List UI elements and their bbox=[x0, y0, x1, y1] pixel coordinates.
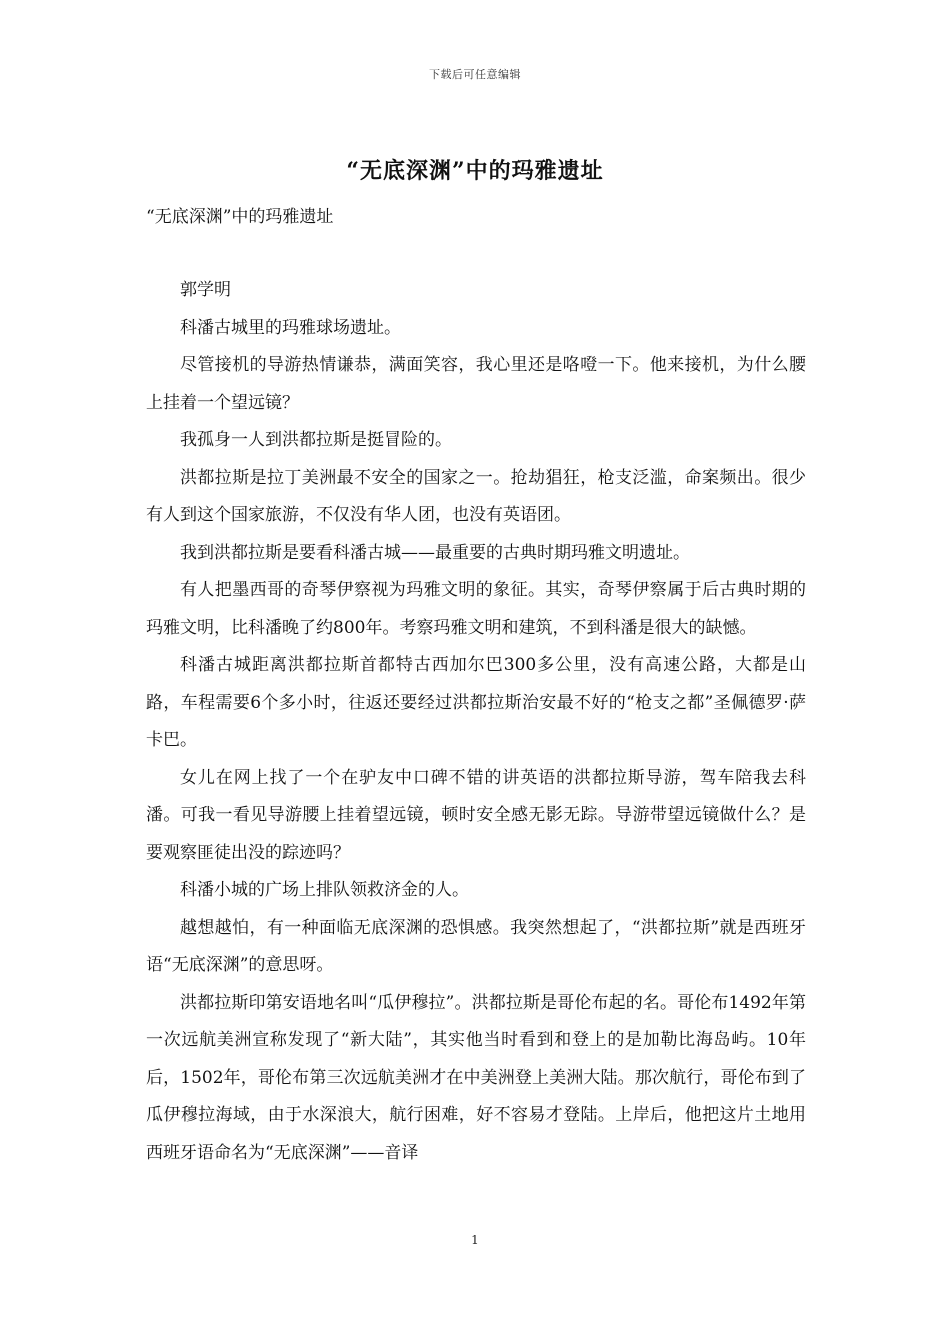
paragraph: 我到洪都拉斯是要看科潘古城——最重要的古典时期玛雅文明遗址。 bbox=[180, 542, 690, 563]
paragraph: 越想越怕，有一种面临无底深渊的恐惧感。我突然想起了，“洪都拉斯”就是西班牙语“无底深渊”的意思呀。 bbox=[146, 917, 806, 975]
paragraph: 科潘古城距离洪都拉斯首都特古西加尔巴300多公里，没有高速公路，大都是山路，车程需要6个多小时，往返还要经过洪都拉斯治安最不好的“枪支之都”圣佩德罗·萨卡巴。 bbox=[146, 655, 806, 750]
paragraph: 尽管接机的导游热情谦恭，满面笑容，我心里还是咯噔一下。他来接机，为什么腰上挂着一个望远镜？ bbox=[146, 355, 806, 413]
author-line: 郭学明 bbox=[180, 280, 231, 300]
paragraph: 有人把墨西哥的奇琴伊察视为玛雅文明的象征。其实，奇琴伊察属于后古典时期的玛雅文明，比科潘晚了约800年。考察玛雅文明和建筑，不到科潘是很大的缺憾。 bbox=[146, 580, 806, 638]
paragraph: 洪都拉斯印第安语地名叫“瓜伊穆拉”。洪都拉斯是哥伦布起的名。哥伦布1492年第一次远航美洲宣称发现了“新大陆”，其实他当时看到和登上的是加勒比海岛屿。10年后，1502年，哥伦布第三次远航美洲才在中美洲登上美洲大陆。那次航行，哥伦布到了瓜伊穆拉海域，由于水深浪大，航行困难，好不容易才登陆。上岸后，他把这片土地用西班牙语命名为“无底深渊”——音译 bbox=[146, 992, 806, 1163]
paragraph: 女儿在网上找了一个在驴友中口碑不错的讲英语的洪都拉斯导游，驾车陪我去科潘。可我一看见导游腰上挂着望远镜，顿时安全感无影无踪。导游带望远镜做什么？是要观察匪徒出没的踪迹吗？ bbox=[146, 767, 806, 863]
document-title: “无底深渊”中的玛雅遗址 bbox=[346, 158, 604, 184]
body-text bbox=[146, 272, 806, 1172]
page-header: 下载后可任意编辑 bbox=[429, 68, 521, 81]
paragraph: 我孤身一人到洪都拉斯是挺冒险的。 bbox=[180, 430, 452, 450]
page-number: 1 bbox=[471, 1233, 479, 1247]
paragraph: 科潘小城的广场上排队领救济金的人。 bbox=[180, 880, 469, 900]
document-subtitle: “无底深渊”中的玛雅遗址 bbox=[146, 207, 334, 227]
paragraph: 科潘古城里的玛雅球场遗址。 bbox=[180, 317, 401, 338]
paragraph: 洪都拉斯是拉丁美洲最不安全的国家之一。抢劫猖狂，枪支泛滥，命案频出。很少有人到这个国家旅游，不仅没有华人团，也没有英语团。 bbox=[146, 467, 806, 525]
